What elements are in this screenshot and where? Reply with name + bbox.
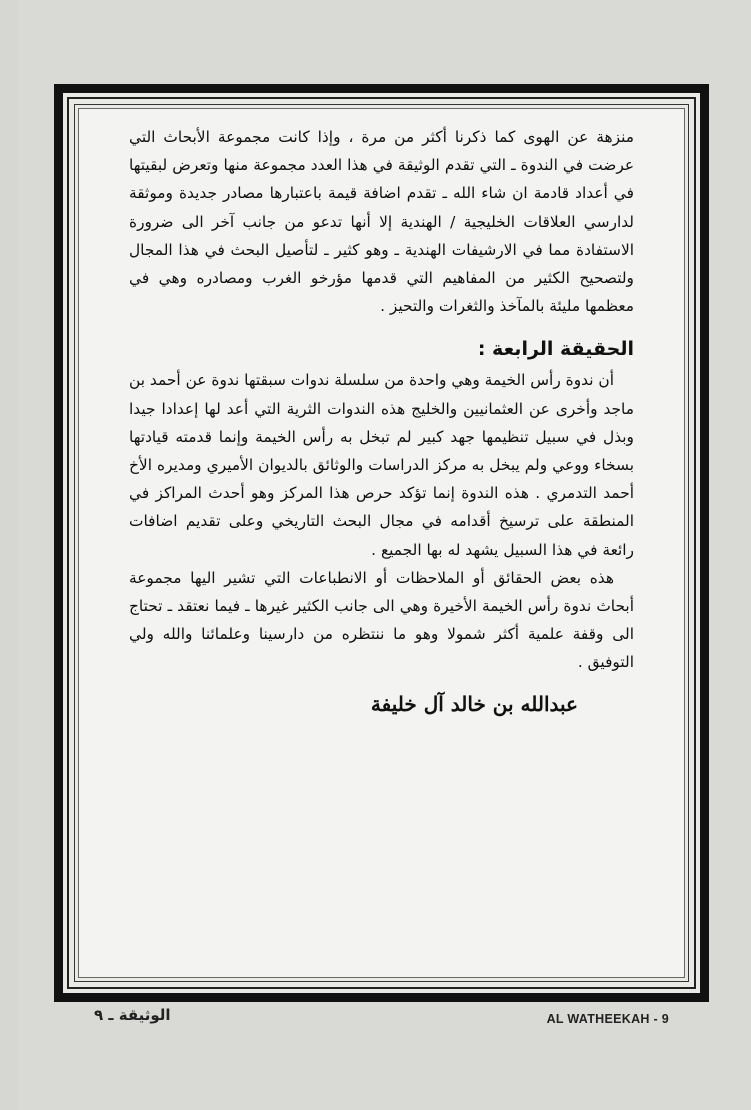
section-heading: الحقيقة الرابعة : [477, 338, 634, 361]
paragraph-3: هذه بعض الحقائق أو الملاحظات أو الانطباعات التي تشير اليها مجموعة أبحاث ندوة رأس الخيمة الأخيرة وهي الى جانب الكثير غيرها ـ فيما نعتقد ـ تحتاج الى وقفة علمية أكثر شمولا وهو ما ننتظره من دارسينا وعلمائنا والله ولي التوفيق . [129, 568, 634, 672]
article-body [129, 123, 634, 963]
footer-page-label-arabic: الوثيقة ـ ٩ [94, 1006, 171, 1024]
paragraph-2: أن ندوة رأس الخيمة وهي واحدة من سلسلة ندوات سبقتها ندوة عن أحمد بن ماجد وأخرى عن العثمانيين والخليج هذه الندوات الثرية التي أعد لها إعدادا جيدا وبذل في سبيل تنظيمها جهد كبير لم تبخل به رأس الخيمة وإنما قدمته قيادتها بسخاء ووعي ولم يبخل به مركز الدراسات والوثائق بالديوان الأميري ومديره الأخ أحمد التدمري . هذه الندوة إنما تؤكد حرص هذا المركز وهو أحدث المراكز في المنطقة على ترسيخ أقدامه في مجال البحث التاريخي وعلى تقديم اضافات رائعة في هذا السبيل يشهد له بها الجميع . [129, 371, 634, 559]
paragraph-1: منزهة عن الهوى كما ذكرنا أكثر من مرة ، وإذا كانت مجموعة الأبحاث التي عرضت في الندوة ـ التي تقدم الوثيقة في هذا العدد مجموعة منها وتعرض لبقيتها في أعداد قادمة ان شاء الله ـ تقدم اضافة قيمة باعتبارها مصادر جديدة وموثقة لدارسي العلاقات الخليجية / الهندية إلا أنها تدعو من جانب آخر الى ضرورة الاستفادة مما في الارشيفات الهندية ـ وهو كثير ـ لتأصيل البحث في هذا المجال ولتصحيح الكثير من المفاهيم التي قدمها مؤرخو الغرب ومصادره وهي في معظمها مليئة بالمآخذ والثغرات والتحيز . [129, 128, 634, 316]
footer-page-label-latin: AL WATHEEKAH - 9 [546, 1012, 669, 1026]
page-frame [54, 84, 709, 1002]
author-signature: عبدالله بن خالد آل خليفة [370, 691, 578, 716]
